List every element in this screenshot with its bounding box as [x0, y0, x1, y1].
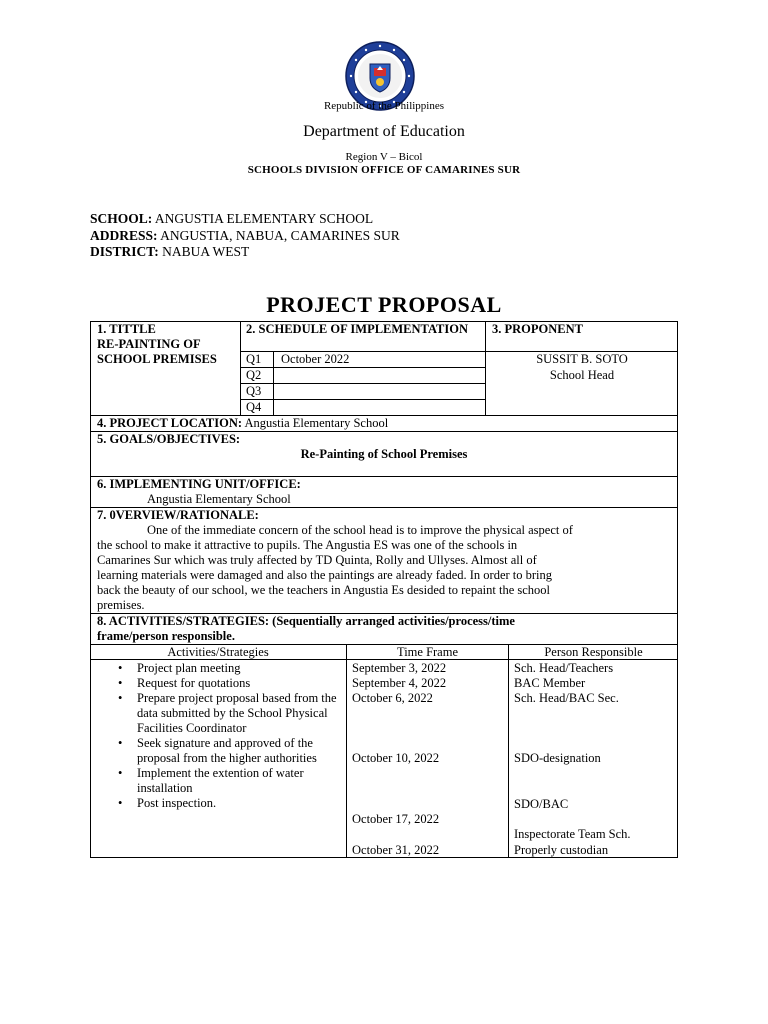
divider: [240, 367, 485, 368]
overview-line: premises.: [97, 598, 145, 612]
location-value: Angustia Elementary School: [244, 416, 389, 430]
quarter-label: Q3: [246, 384, 262, 398]
proponent-name: SUSSIT B. SOTO: [536, 352, 628, 366]
person: Properly custodian: [514, 843, 609, 857]
quarter-label: Q1: [246, 352, 262, 366]
timeframe: October 31, 2022: [352, 843, 440, 857]
person: SDO-designation: [514, 751, 601, 765]
list-item: • Project plan meeting: [112, 661, 342, 676]
department-line: Department of Education: [303, 123, 465, 140]
goals-value: Re-Painting of School Premises: [300, 447, 468, 461]
overview-label: 7. 0VERVIEW/RATIONALE:: [97, 508, 259, 522]
district-value: NABUA WEST: [162, 244, 250, 259]
overview-line: One of the immediate concern of the school head is to improve the physical aspect of: [147, 523, 573, 537]
address-line: [90, 228, 400, 244]
location-label: 4. PROJECT LOCATION:: [97, 416, 243, 430]
person: Sch. Head/BAC Sec.: [514, 691, 619, 705]
school-line: [90, 211, 373, 227]
list-item: • Post inspection.: [112, 796, 342, 811]
quarter-label: Q4: [246, 400, 262, 414]
address-value: ANGUSTIA, NABUA, CAMARINES SUR: [160, 228, 400, 243]
divider: [273, 351, 274, 416]
district-line: [90, 244, 249, 260]
proponent-role: School Head: [549, 368, 615, 382]
address-label: ADDRESS:: [90, 228, 158, 243]
timeframe: September 3, 2022: [352, 661, 447, 675]
person: Inspectorate Team Sch.: [514, 827, 631, 841]
list-item: • Prepare project proposal based from the data submitted by the School Physical Facilities Coordinator: [112, 691, 342, 736]
divider: [346, 644, 347, 858]
timeframe: October 17, 2022: [352, 812, 440, 826]
divider: [240, 321, 241, 416]
proponent-header: 3. PROPONENT: [492, 322, 583, 336]
location-row: [97, 416, 388, 431]
overview-line: learning materials were damaged and also the paintings are already faded. In order to bring: [97, 568, 553, 582]
activities-label: 8. ACTIVITIES/STRATEGIES: (Sequentially arranged activities/process/time: [97, 614, 515, 628]
divider: [508, 644, 509, 858]
divider: [240, 383, 485, 384]
overview-line: the school to make it attractive to pupils. The Angustia ES was one of the schools in: [97, 538, 518, 552]
overview-line: Camarines Sur which was truly affected by TD Quinta, Rolly and Ullyses. Almost all of: [97, 553, 537, 567]
list-item: • Implement the extention of water installation: [112, 766, 342, 796]
divider: [240, 399, 485, 400]
activities-label-cont: frame/person responsible.: [97, 629, 235, 643]
schedule-header: 2. SCHEDULE OF IMPLEMENTATION: [246, 322, 469, 336]
overview-text: [97, 523, 675, 613]
district-label: DISTRICT:: [90, 244, 159, 259]
col-person: Person Responsible: [544, 645, 643, 659]
list-item: • Request for quotations: [112, 676, 342, 691]
col-activities: Activities/Strategies: [167, 645, 269, 659]
republic-line: Republic of the Philippines: [323, 100, 445, 112]
title-header: 1. TITTLE: [97, 322, 156, 336]
unit-value: Angustia Elementary School: [147, 492, 291, 506]
timeframe: October 10, 2022: [352, 751, 440, 765]
sdo-line: SCHOOLS DIVISION OFFICE OF CAMARINES SUR: [247, 164, 521, 176]
unit-label: 6. IMPLEMENTING UNIT/OFFICE:: [97, 477, 301, 491]
overview-line: back the beauty of our school, we the teachers in Angustia Es desided to repaint the school: [97, 583, 550, 597]
quarter-value: October 2022: [281, 352, 350, 366]
col-timeframe: Time Frame: [397, 645, 458, 659]
school-value: ANGUSTIA ELEMENTARY SCHOOL: [154, 211, 374, 226]
document-title: PROJECT PROPOSAL: [266, 292, 502, 317]
person: Sch. Head/Teachers: [514, 661, 614, 675]
quarter-label: Q2: [246, 368, 262, 382]
title-value: RE-PAINTING OF SCHOOL PREMISES: [97, 337, 217, 366]
timeframe: October 6, 2022: [352, 691, 433, 705]
region-line: Region V – Bicol: [345, 151, 423, 163]
title-cell: [97, 322, 237, 367]
person: BAC Member: [514, 676, 586, 690]
person: SDO/BAC: [514, 797, 569, 811]
activities-list: [112, 661, 342, 811]
school-label: SCHOOL:: [90, 211, 153, 226]
goals-label: 5. GOALS/OBJECTIVES:: [97, 432, 241, 446]
list-item: • Seek signature and approved of the proposal from the higher authorities: [112, 736, 342, 766]
timeframe: September 4, 2022: [352, 676, 447, 690]
